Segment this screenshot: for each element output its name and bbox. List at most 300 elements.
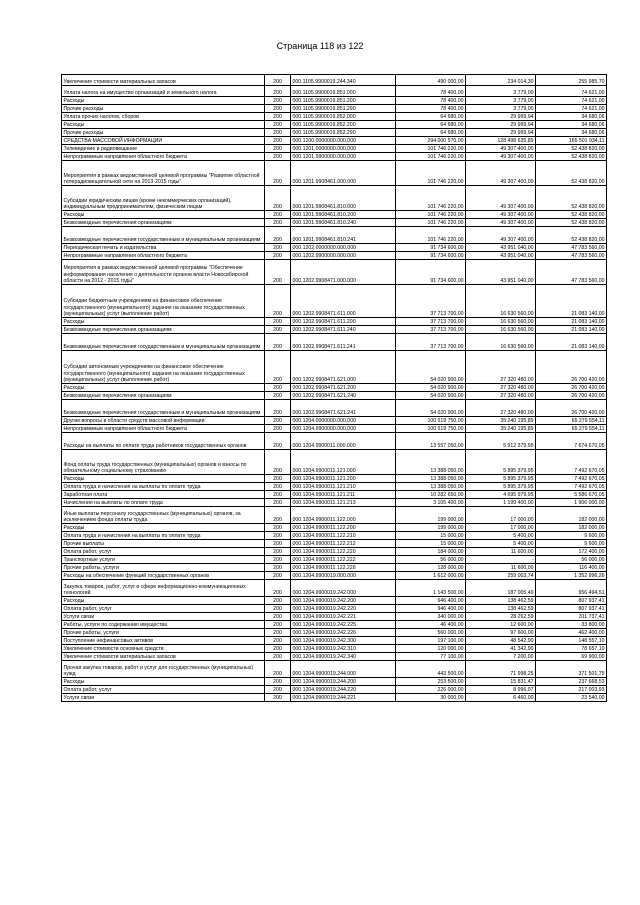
- row-kbk-cell: 000.1105.9900019.852.290: [291, 129, 396, 137]
- row-kbk-cell: 000.1204.9900019.244.221: [291, 694, 396, 702]
- row-code-cell: 200: [265, 86, 291, 97]
- table-row: [62, 260, 607, 285]
- row-remaining-cell: 172 400,00: [536, 548, 607, 556]
- row-kbk-cell: 000.1201.9908461.810.000: [291, 186, 396, 211]
- row-code-cell: 200: [265, 597, 291, 605]
- row-code-cell: 200: [265, 532, 291, 540]
- row-code-cell: 200: [265, 260, 291, 285]
- row-kbk-cell: 000.1105.9900019.851.200: [291, 97, 396, 105]
- row-budget-cell: 13 388 050,00: [396, 483, 466, 491]
- row-code-cell: 200: [265, 450, 291, 475]
- row-kbk-cell: 000.1204.9900019.242.225: [291, 621, 396, 629]
- row-budget-cell: 1 612 000,00: [396, 572, 466, 580]
- table-row: [62, 629, 607, 637]
- row-executed-cell: 5 895 379,95: [466, 483, 536, 491]
- row-budget-cell: 64 680,00: [396, 113, 466, 121]
- row-code-cell: 200: [265, 219, 291, 227]
- row-remaining-cell: 21 083 140,00: [536, 326, 607, 334]
- row-kbk-cell: 000.1202.9908471.621.200: [291, 384, 396, 392]
- row-executed-cell: 7 200,00: [466, 653, 536, 661]
- row-remaining-cell: 807 937,41: [536, 605, 607, 613]
- row-executed-cell: 27 320 480,00: [466, 392, 536, 400]
- table-row: [62, 572, 607, 580]
- row-budget-cell: 91 734 600,00: [396, 252, 466, 260]
- row-executed-cell: 5 895 379,95: [466, 450, 536, 475]
- row-executed-cell: 49 307 400,00: [466, 227, 536, 244]
- row-kbk-cell: 000.1204.9900011.122.222: [291, 556, 396, 564]
- row-name-cell: Расходы: [62, 597, 265, 605]
- row-name-cell: Транспортные услуги: [62, 556, 265, 564]
- row-name-cell: Расходы: [62, 524, 265, 532]
- row-remaining-cell: 74 621,00: [536, 105, 607, 113]
- table-row: [62, 450, 607, 475]
- row-executed-cell: 35 240 195,89: [466, 417, 536, 425]
- row-kbk-cell: 000.1204.9900019.242.340: [291, 653, 396, 661]
- row-kbk-cell: 000.1204.9900019.242.300: [291, 637, 396, 645]
- row-kbk-cell: 000.1201.9908461.000.000: [291, 161, 396, 186]
- row-remaining-cell: 255 985,70: [536, 75, 607, 86]
- row-remaining-cell: 69 900,00: [536, 653, 607, 661]
- row-name-cell: Прочие работы, услуги: [62, 564, 265, 572]
- row-remaining-cell: 52 438 820,00: [536, 145, 607, 153]
- row-remaining-cell: 1 352 996,26: [536, 572, 607, 580]
- row-remaining-cell: 23 540,00: [536, 694, 607, 702]
- row-executed-cell: 29 999,94: [466, 113, 536, 121]
- table-row: [62, 524, 607, 532]
- row-code-cell: 200: [265, 425, 291, 433]
- row-name-cell: Услуги связи: [62, 613, 265, 621]
- row-name-cell: Расходы: [62, 384, 265, 392]
- row-code-cell: 200: [265, 540, 291, 548]
- row-code-cell: 200: [265, 580, 291, 597]
- row-kbk-cell: 000.1200.0000000.000.000: [291, 137, 396, 145]
- row-kbk-cell: 000.1204.9900019.244.220: [291, 686, 396, 694]
- row-remaining-cell: 33 800,00: [536, 621, 607, 629]
- row-kbk-cell: 000.1204.9900011.122.212: [291, 540, 396, 548]
- table-row: [62, 318, 607, 326]
- row-budget-cell: 37 713 700,00: [396, 326, 466, 334]
- row-remaining-cell: 807 937,41: [536, 597, 607, 605]
- row-executed-cell: 3 779,00: [466, 97, 536, 105]
- table-row: [62, 334, 607, 351]
- row-name-cell: Прочие выплаты: [62, 540, 265, 548]
- row-code-cell: 200: [265, 351, 291, 384]
- row-executed-cell: 1 199 400,00: [466, 499, 536, 507]
- row-budget-cell: 101 746 220,00: [396, 153, 466, 161]
- row-name-cell: Прочие расходы: [62, 105, 265, 113]
- row-kbk-cell: 000.1202.9900000.000.000: [291, 252, 396, 260]
- row-name-cell: Расходы: [62, 121, 265, 129]
- row-name-cell: Безвозмездные перечисления организациям: [62, 219, 265, 227]
- row-name-cell: Расходы на обеспечение функций государственных органов: [62, 572, 265, 580]
- row-executed-cell: 28 262,59: [466, 613, 536, 621]
- table-row: [62, 556, 607, 564]
- table-row: [62, 326, 607, 334]
- row-remaining-cell: 7 492 670,05: [536, 475, 607, 483]
- row-budget-cell: 226 000,00: [396, 686, 466, 694]
- row-remaining-cell: 7 492 670,05: [536, 483, 607, 491]
- table-row: [62, 613, 607, 621]
- row-remaining-cell: 956 494,51: [536, 580, 607, 597]
- row-name-cell: Увеличение стоимости материальных запасов: [62, 653, 265, 661]
- table-row: [62, 129, 607, 137]
- row-code-cell: 200: [265, 244, 291, 252]
- row-name-cell: Уплата налога на имущество организаций и земельного налога: [62, 86, 265, 97]
- row-name-cell: Заработная плата: [62, 491, 265, 499]
- table-row: [62, 686, 607, 694]
- row-executed-cell: 16 630 560,00: [466, 285, 536, 318]
- table-row: [62, 475, 607, 483]
- row-budget-cell: 78 400,00: [396, 105, 466, 113]
- row-kbk-cell: 000.1201.9908461.810.241: [291, 227, 396, 244]
- table-row: [62, 621, 607, 629]
- row-executed-cell: 12 600,00: [466, 621, 536, 629]
- row-kbk-cell: 000.1204.9900019.242.310: [291, 645, 396, 653]
- row-remaining-cell: 5 586 670,05: [536, 491, 607, 499]
- row-executed-cell: 5 912 379,95: [466, 433, 536, 450]
- row-remaining-cell: 7 492 670,05: [536, 450, 607, 475]
- row-executed-cell: 49 307 400,00: [466, 211, 536, 219]
- row-executed-cell: 6 460,00: [466, 694, 536, 702]
- row-executed-cell: 16 630 560,00: [466, 334, 536, 351]
- row-budget-cell: 13 388 050,00: [396, 450, 466, 475]
- table-row: [62, 392, 607, 400]
- row-name-cell: Субсидии автономным учреждениям на финансовое обеспечение государственного (муниципального) задания на оказание государственных (муниципальных) услуг (выполнение работ): [62, 351, 265, 384]
- row-code-cell: 200: [265, 417, 291, 425]
- table-row: [62, 400, 607, 417]
- row-code-cell: 200: [265, 334, 291, 351]
- row-budget-cell: 30 000,00: [396, 694, 466, 702]
- row-executed-cell: 5 895 379,95: [466, 475, 536, 483]
- row-name-cell: Увеличение стоимости основных средств: [62, 645, 265, 653]
- row-remaining-cell: 237 668,53: [536, 678, 607, 686]
- row-executed-cell: 49 307 400,00: [466, 161, 536, 186]
- row-budget-cell: 78 400,00: [396, 97, 466, 105]
- row-kbk-cell: 000.1201.9908461.810.240: [291, 219, 396, 227]
- row-executed-cell: 49 307 400,00: [466, 145, 536, 153]
- row-code-cell: 200: [265, 507, 291, 524]
- table-row: [62, 548, 607, 556]
- row-budget-cell: 101 746 220,00: [396, 161, 466, 186]
- row-executed-cell: 43 951 040,00: [466, 244, 536, 252]
- row-executed-cell: 27 320 480,00: [466, 400, 536, 417]
- row-remaining-cell: 26 700 420,00: [536, 392, 607, 400]
- row-kbk-cell: 000.1105.9900019.851.000: [291, 86, 396, 97]
- row-name-cell: Расходы: [62, 475, 265, 483]
- row-executed-cell: 43 951 040,00: [466, 252, 536, 260]
- row-executed-cell: 128 498 635,89: [466, 137, 536, 145]
- table-row: [62, 86, 607, 97]
- row-kbk-cell: 000.1204.9900011.122.220: [291, 548, 396, 556]
- row-kbk-cell: 000.1201.0000000.000.000: [291, 145, 396, 153]
- row-remaining-cell: 34 680,06: [536, 129, 607, 137]
- row-budget-cell: 46 400,00: [396, 621, 466, 629]
- row-remaining-cell: 9 600,00: [536, 540, 607, 548]
- row-code-cell: 200: [265, 661, 291, 678]
- row-kbk-cell: 000.1204.9900019.242.226: [291, 629, 396, 637]
- row-remaining-cell: 65 279 554,11: [536, 425, 607, 433]
- row-name-cell: Уплата прочих налогов, сборов: [62, 113, 265, 121]
- row-name-cell: Безвозмездные перечисления государственным и муниципальным организациям: [62, 334, 265, 351]
- row-code-cell: 200: [265, 326, 291, 334]
- row-name-cell: Периодическая печать и издательства: [62, 244, 265, 252]
- row-budget-cell: 253 500,00: [396, 678, 466, 686]
- row-name-cell: Прочая закупка товаров, работ и услуг для государственных (муниципальных) нужд: [62, 661, 265, 678]
- row-remaining-cell: 311 737,41: [536, 613, 607, 621]
- row-budget-cell: 91 734 600,00: [396, 260, 466, 285]
- row-budget-cell: 101 746 220,00: [396, 145, 466, 153]
- row-name-cell: Оплата труда и начисления на выплаты по оплате труда: [62, 483, 265, 491]
- row-remaining-cell: 462 400,00: [536, 629, 607, 637]
- row-executed-cell: 15 831,47: [466, 678, 536, 686]
- row-name-cell: Субсидии бюджетным учреждениям на финансовое обеспечение государственного (муниципального) задания на оказание государственных (муниципальных) услуг (выполнение работ): [62, 285, 265, 318]
- row-kbk-cell: 000.1204.9900000.000.000: [291, 425, 396, 433]
- table-row: [62, 661, 607, 678]
- row-budget-cell: 120 000,00: [396, 645, 466, 653]
- row-code-cell: 200: [265, 686, 291, 694]
- row-kbk-cell: 000.1202.9908471.621.000: [291, 351, 396, 384]
- row-kbk-cell: 000.1202.9908471.621.240: [291, 392, 396, 400]
- row-kbk-cell: 000.1105.9900019.851.290: [291, 105, 396, 113]
- row-name-cell: СРЕДСТВА МАССОВОЙ ИНФОРМАЦИИ: [62, 137, 265, 145]
- row-code-cell: 200: [265, 653, 291, 661]
- row-remaining-cell: 148 557,10: [536, 637, 607, 645]
- row-executed-cell: 8 996,07: [466, 686, 536, 694]
- row-executed-cell: 11 600,00: [466, 564, 536, 572]
- row-code-cell: 200: [265, 637, 291, 645]
- row-code-cell: 200: [265, 318, 291, 326]
- row-kbk-cell: 000.1204.9900011.000.000: [291, 433, 396, 450]
- row-budget-cell: 443 500,00: [396, 661, 466, 678]
- row-remaining-cell: 52 438 820,00: [536, 161, 607, 186]
- row-budget-cell: 100 519 750,00: [396, 417, 466, 425]
- row-code-cell: 200: [265, 572, 291, 580]
- table-row: [62, 653, 607, 661]
- row-name-cell: Телевидение и радиовещание: [62, 145, 265, 153]
- row-name-cell: Иные выплаты персоналу государственных (муниципальных) органов, за исключением фонда оплаты труда: [62, 507, 265, 524]
- row-executed-cell: 29 999,94: [466, 129, 536, 137]
- row-name-cell: Расходы: [62, 97, 265, 105]
- row-kbk-cell: 000.1204.9900019.244.000: [291, 661, 396, 678]
- row-name-cell: Прочие расходы: [62, 129, 265, 137]
- table-row: [62, 211, 607, 219]
- row-name-cell: Субсидии юридическим лицам (кроме некоммерческих организаций), индивидуальным предпринимателям, физическим лицам: [62, 186, 265, 211]
- row-remaining-cell: 21 083 140,00: [536, 318, 607, 326]
- row-name-cell: Услуги связи: [62, 694, 265, 702]
- row-executed-cell: 4 695 979,95: [466, 491, 536, 499]
- row-executed-cell: 17 000,00: [466, 507, 536, 524]
- row-budget-cell: 199 000,00: [396, 507, 466, 524]
- row-name-cell: Закупка товаров, работ, услуг в сфере информационно-коммуникационных технологий: [62, 580, 265, 597]
- row-name-cell: Непрограммные направления областного бюджета: [62, 252, 265, 260]
- row-remaining-cell: 74 621,00: [536, 86, 607, 97]
- table-row: [62, 153, 607, 161]
- row-kbk-cell: 000.1105.9900019.852.200: [291, 121, 396, 129]
- row-kbk-cell: 000.1204.9900011.122.200: [291, 524, 396, 532]
- row-budget-cell: 15 000,00: [396, 532, 466, 540]
- row-budget-cell: 1 143 500,00: [396, 580, 466, 597]
- row-budget-cell: 37 713 700,00: [396, 285, 466, 318]
- row-code-cell: 200: [265, 694, 291, 702]
- table-row: [62, 483, 607, 491]
- table-row: [62, 121, 607, 129]
- row-kbk-cell: 000.1202.9908471.611.241: [291, 334, 396, 351]
- row-executed-cell: 3 779,00: [466, 105, 536, 113]
- row-executed-cell: 138 462,59: [466, 605, 536, 613]
- row-kbk-cell: 000.1204.9900011.121.211: [291, 491, 396, 499]
- row-executed-cell: 27 320 480,00: [466, 384, 536, 392]
- row-budget-cell: 128 000,00: [396, 564, 466, 572]
- row-code-cell: 200: [265, 556, 291, 564]
- row-remaining-cell: 74 621,00: [536, 97, 607, 105]
- table-row: [62, 491, 607, 499]
- row-budget-cell: 560 000,00: [396, 629, 466, 637]
- row-name-cell: Оплата работ, услуг: [62, 548, 265, 556]
- row-name-cell: Непрограммные направления областного бюджета: [62, 425, 265, 433]
- row-kbk-cell: 000.1202.0000000.000.000: [291, 244, 396, 252]
- table-row: [62, 351, 607, 384]
- row-kbk-cell: 000.1201.9900000.000.000: [291, 153, 396, 161]
- row-code-cell: 200: [265, 475, 291, 483]
- table-row: [62, 75, 607, 86]
- row-executed-cell: 234 014,30: [466, 75, 536, 86]
- row-remaining-cell: 34 680,06: [536, 121, 607, 129]
- row-executed-cell: 71 998,25: [466, 661, 536, 678]
- row-kbk-cell: 000.1204.9900011.121.210: [291, 483, 396, 491]
- row-remaining-cell: 7 674 670,05: [536, 433, 607, 450]
- row-executed-cell: 49 307 400,00: [466, 219, 536, 227]
- row-kbk-cell: 000.1202.9908471.000.000: [291, 260, 396, 285]
- row-remaining-cell: 47 783 560,00: [536, 252, 607, 260]
- row-executed-cell: 49 307 400,00: [466, 153, 536, 161]
- row-remaining-cell: 52 438 820,00: [536, 153, 607, 161]
- table-row: [62, 564, 607, 572]
- row-budget-cell: 3 105 400,00: [396, 499, 466, 507]
- page-number-header: Страница 118 из 122: [276, 41, 364, 51]
- row-name-cell: Безвозмездные перечисления организациям: [62, 392, 265, 400]
- row-executed-cell: 3 779,00: [466, 86, 536, 97]
- table-row: [62, 97, 607, 105]
- row-code-cell: 200: [265, 121, 291, 129]
- row-name-cell: Мероприятия в рамках ведомственной целевой программы "Обеспечение информирования населения о деятельности органов власти Новосибирской области на 2012 - 2015 годы": [62, 260, 265, 285]
- row-budget-cell: 77 100,00: [396, 653, 466, 661]
- row-budget-cell: 184 000,00: [396, 548, 466, 556]
- row-code-cell: 200: [265, 564, 291, 572]
- row-remaining-cell: 21 083 140,00: [536, 285, 607, 318]
- row-remaining-cell: 52 438 820,00: [536, 186, 607, 211]
- row-budget-cell: 101 746 220,00: [396, 227, 466, 244]
- row-code-cell: 200: [265, 384, 291, 392]
- row-remaining-cell: 65 279 554,11: [536, 417, 607, 425]
- table-row: [62, 645, 607, 653]
- table-row: [62, 499, 607, 507]
- row-remaining-cell: 34 680,06: [536, 113, 607, 121]
- row-executed-cell: 48 542,90: [466, 637, 536, 645]
- row-executed-cell: 11 600,00: [466, 548, 536, 556]
- row-kbk-cell: 000.1204.9900011.122.226: [291, 564, 396, 572]
- row-name-cell: Расходы: [62, 678, 265, 686]
- row-kbk-cell: 000.1204.0000000.000.000: [291, 417, 396, 425]
- row-budget-cell: 340 000,00: [396, 613, 466, 621]
- row-name-cell: Оплата работ, услуг: [62, 605, 265, 613]
- row-name-cell: Увеличение стоимости материальных запасов: [62, 75, 265, 86]
- row-code-cell: 200: [265, 161, 291, 186]
- budget-execution-table: [61, 74, 607, 702]
- row-kbk-cell: 000.1204.9900019.242.000: [291, 580, 396, 597]
- row-kbk-cell: 000.1204.9900011.122.210: [291, 532, 396, 540]
- row-budget-cell: 37 713 700,00: [396, 334, 466, 351]
- row-code-cell: 200: [265, 227, 291, 244]
- row-executed-cell: 17 000,00: [466, 524, 536, 532]
- row-remaining-cell: 116 400,00: [536, 564, 607, 572]
- row-executed-cell: 43 951 040,00: [466, 260, 536, 285]
- table-row: [62, 113, 607, 121]
- row-code-cell: 200: [265, 645, 291, 653]
- row-budget-cell: 10 282 650,00: [396, 491, 466, 499]
- table-row: [62, 161, 607, 186]
- row-code-cell: 200: [265, 605, 291, 613]
- table-row: [62, 694, 607, 702]
- row-budget-cell: 37 713 700,00: [396, 318, 466, 326]
- row-code-cell: 200: [265, 629, 291, 637]
- row-remaining-cell: 1 906 000,00: [536, 499, 607, 507]
- row-kbk-cell: 000.1204.9900011.121.200: [291, 475, 396, 483]
- row-budget-cell: 946 400,00: [396, 597, 466, 605]
- row-code-cell: 200: [265, 548, 291, 556]
- row-budget-cell: 294 000 570,00: [396, 137, 466, 145]
- row-code-cell: 200: [265, 524, 291, 532]
- row-name-cell: Непрограммные направления областного бюджета: [62, 153, 265, 161]
- row-budget-cell: 15 000,00: [396, 540, 466, 548]
- table-row: [62, 425, 607, 433]
- row-executed-cell: 5 400,00: [466, 532, 536, 540]
- row-name-cell: Оплата работ, услуг: [62, 686, 265, 694]
- row-budget-cell: 199 000,00: [396, 524, 466, 532]
- row-remaining-cell: 26 700 420,00: [536, 400, 607, 417]
- row-budget-cell: 54 020 900,00: [396, 400, 466, 417]
- row-kbk-cell: 000.1204.9900019.242.221: [291, 613, 396, 621]
- row-name-cell: Работы, услуги по содержанию имущества: [62, 621, 265, 629]
- row-budget-cell: 64 680,00: [396, 129, 466, 137]
- row-kbk-cell: 000.1202.9908471.611.000: [291, 285, 396, 318]
- row-executed-cell: 138 462,59: [466, 597, 536, 605]
- row-code-cell: 200: [265, 392, 291, 400]
- row-name-cell: Другие вопросы в области средств массовой информации: [62, 417, 265, 425]
- row-kbk-cell: 000.1204.9900019.000.000: [291, 572, 396, 580]
- table-row: [62, 597, 607, 605]
- row-budget-cell: 100 519 750,00: [396, 425, 466, 433]
- row-executed-cell: 16 630 560,00: [466, 318, 536, 326]
- table-row: [62, 384, 607, 392]
- row-kbk-cell: 000.1105.9900019.852.000: [291, 113, 396, 121]
- row-name-cell: Мероприятия в рамках ведомственной целевой программы "Развитие областной телерадиовещательной сети на 2013-2015 годы": [62, 161, 265, 186]
- row-kbk-cell: 000.1202.9908471.611.200: [291, 318, 396, 326]
- row-name-cell: Оплата труда и начисления на выплаты по оплате труда: [62, 532, 265, 540]
- table-row: [62, 244, 607, 252]
- row-code-cell: 200: [265, 483, 291, 491]
- row-remaining-cell: 371 501,75: [536, 661, 607, 678]
- row-budget-cell: 56 000,00: [396, 556, 466, 564]
- table-row: [62, 285, 607, 318]
- row-code-cell: 200: [265, 97, 291, 105]
- row-code-cell: 200: [265, 153, 291, 161]
- row-budget-cell: 101 746 220,00: [396, 186, 466, 211]
- row-kbk-cell: 000.1204.9900019.242.200: [291, 597, 396, 605]
- row-code-cell: 200: [265, 678, 291, 686]
- row-code-cell: 200: [265, 613, 291, 621]
- row-name-cell: Поступление нефинансовых активов: [62, 637, 265, 645]
- row-remaining-cell: 47 783 560,00: [536, 260, 607, 285]
